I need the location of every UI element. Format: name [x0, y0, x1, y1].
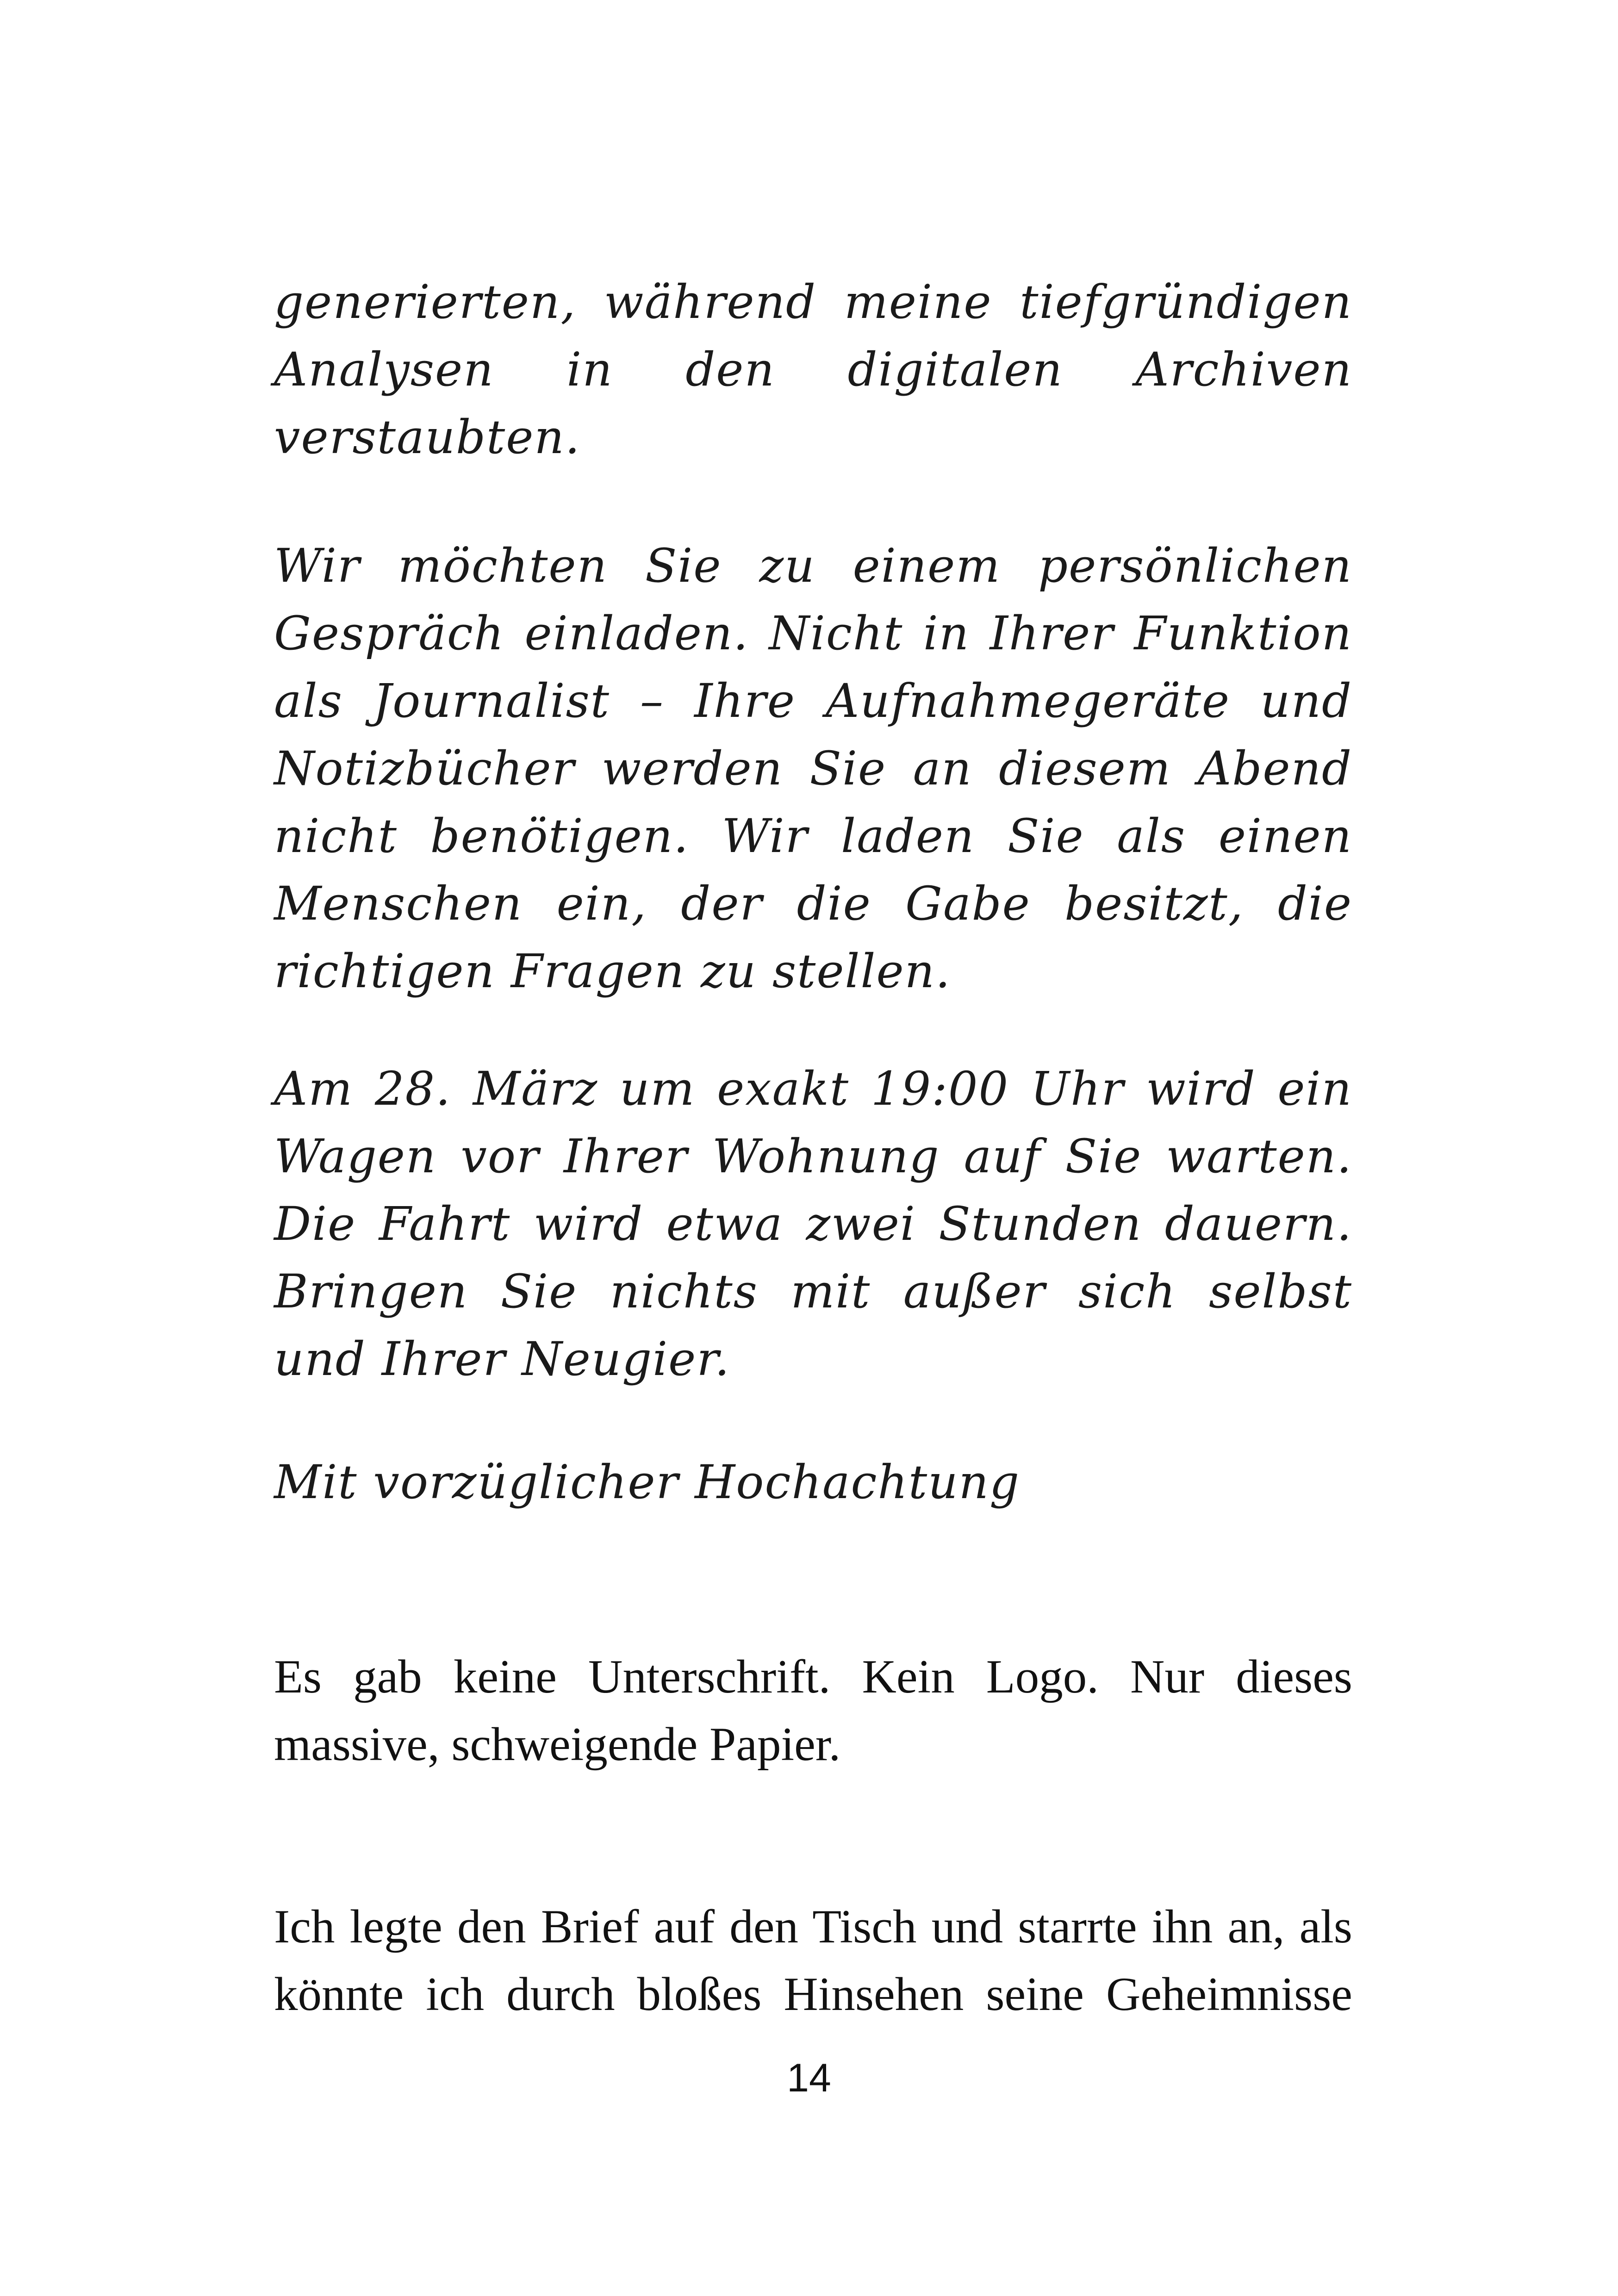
- letter-fragment-paragraph: generierten, während meine tiefgründigen Analysen in den digitalen Archiven verstaubten.: [274, 275, 1352, 464]
- letter-instructions-paragraph: Am 28. März um exakt 19:00 Uhr wird ein Wagen vor Ihrer Wohnung auf Sie warten. Die Fahrt wird etwa zwei Stunden dauern. Bringen Sie nichts mit außer sich selbst und Ihrer Neugier.: [274, 1062, 1352, 1386]
- narration-paragraph-1: Es gab keine Unterschrift. Kein Logo. Nur dieses massive, schweigende Papier.: [274, 1650, 1352, 1771]
- letter-closing: Mit vorzüglicher Hochachtung: [274, 1455, 1020, 1509]
- letter-invitation-paragraph: Wir möchten Sie zu einem persönlichen Gespräch einladen. Nicht in Ihrer Funktion als Journalist – Ihre Aufnahmegeräte und Notizbücher werden Sie an diesem Abend nicht benötigen. Wir laden Sie als einen Menschen ein, der die Gabe besitzt, die richtigen Fragen zu stellen.: [274, 539, 1352, 998]
- narration-paragraph-2: Ich legte den Brief auf den Tisch und starrte ihn an, als könnte ich durch bloßes Hinsehen seine Geheimnisse: [274, 1900, 1352, 2021]
- page-number: 14: [787, 2056, 831, 2100]
